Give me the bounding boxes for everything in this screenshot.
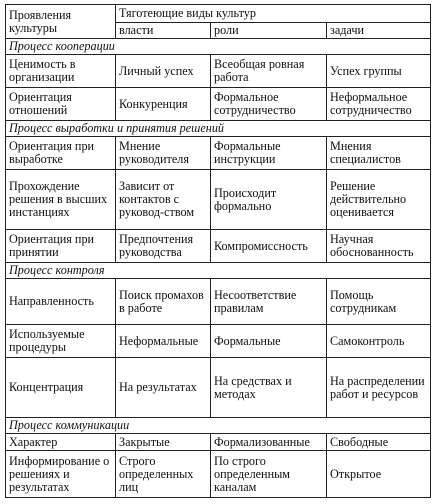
table-row [6,230,431,263]
header-manifestations: Проявления культуры [6,5,116,39]
table-row [6,451,431,498]
row-label: Ориентация при принятии [6,230,116,263]
table-row [6,55,431,88]
table-row [6,279,431,325]
table-row [6,88,431,121]
table-cell: Несоответствие правилам [211,279,327,325]
table-cell: Личный успех [116,55,211,88]
table-cell: Самоконтроль [327,325,431,358]
table-row [6,170,431,230]
table-cell: Успех группы [327,55,431,88]
table-row [6,137,431,170]
table-cell: Свободные [327,434,431,451]
table-cell: Предпочтения руководства [116,230,211,263]
row-label: Характер [6,434,116,451]
table-row [6,325,431,358]
culture-table [5,4,431,498]
table-cell: Научная обоснованность [327,230,431,263]
row-label: Прохождение решения в высших инстанциях [6,170,116,230]
table-cell: Формальные [211,325,327,358]
section-title: Процесс выработки и принятия решений [6,121,431,137]
table-cell: Помощь сотрудникам [327,279,431,325]
table-cell: Происходит формально [211,170,327,230]
table-cell: Неформальное сотрудничество [327,88,431,121]
table-cell: Зависит от контактов с руковод-ством [116,170,211,230]
header-culture-types: Тяготеющие виды культур [116,5,431,23]
table-cell: Открытое [327,451,431,498]
table-row [6,434,431,451]
section-title: Процесс кооперации [6,39,431,55]
table-cell: Компромиссность [211,230,327,263]
table-row [6,358,431,418]
table-cell: Формальные инструкции [211,137,327,170]
table-cell: Мнение руководителя [116,137,211,170]
table-cell: На результатах [116,358,211,418]
header-power: власти [116,23,211,39]
row-label: Концентрация [6,358,116,418]
table-cell: На средствах и методах [211,358,327,418]
table-cell: Конкуренция [116,88,211,121]
table-cell: По строго определенным каналам [211,451,327,498]
row-label: Ориентация при выработке [6,137,116,170]
section-title: Процесс контроля [6,263,431,279]
table-cell: Закрытые [116,434,211,451]
table-cell: Решение действительно оценивается [327,170,431,230]
row-label: Используемые процедуры [6,325,116,358]
header-role: роли [211,23,327,39]
row-label: Ориентация отношений [6,88,116,121]
row-label: Ценимость в организации [6,55,116,88]
table-cell: На распределении работ и ресурсов [327,358,431,418]
section-title: Процесс коммуникации [6,418,431,434]
row-label: Направленность [6,279,116,325]
table-cell: Неформальные [116,325,211,358]
row-label: Информирование о решениях и результатах [6,451,116,498]
table-cell: Формализованные [211,434,327,451]
table-cell: Всеобщая ровная работа [211,55,327,88]
table-cell: Формальное сотрудничество [211,88,327,121]
header-task: задачи [327,23,431,39]
table-cell: Строго определенных лиц [116,451,211,498]
table-cell: Поиск промахов в работе [116,279,211,325]
table-cell: Мнения специалистов [327,137,431,170]
